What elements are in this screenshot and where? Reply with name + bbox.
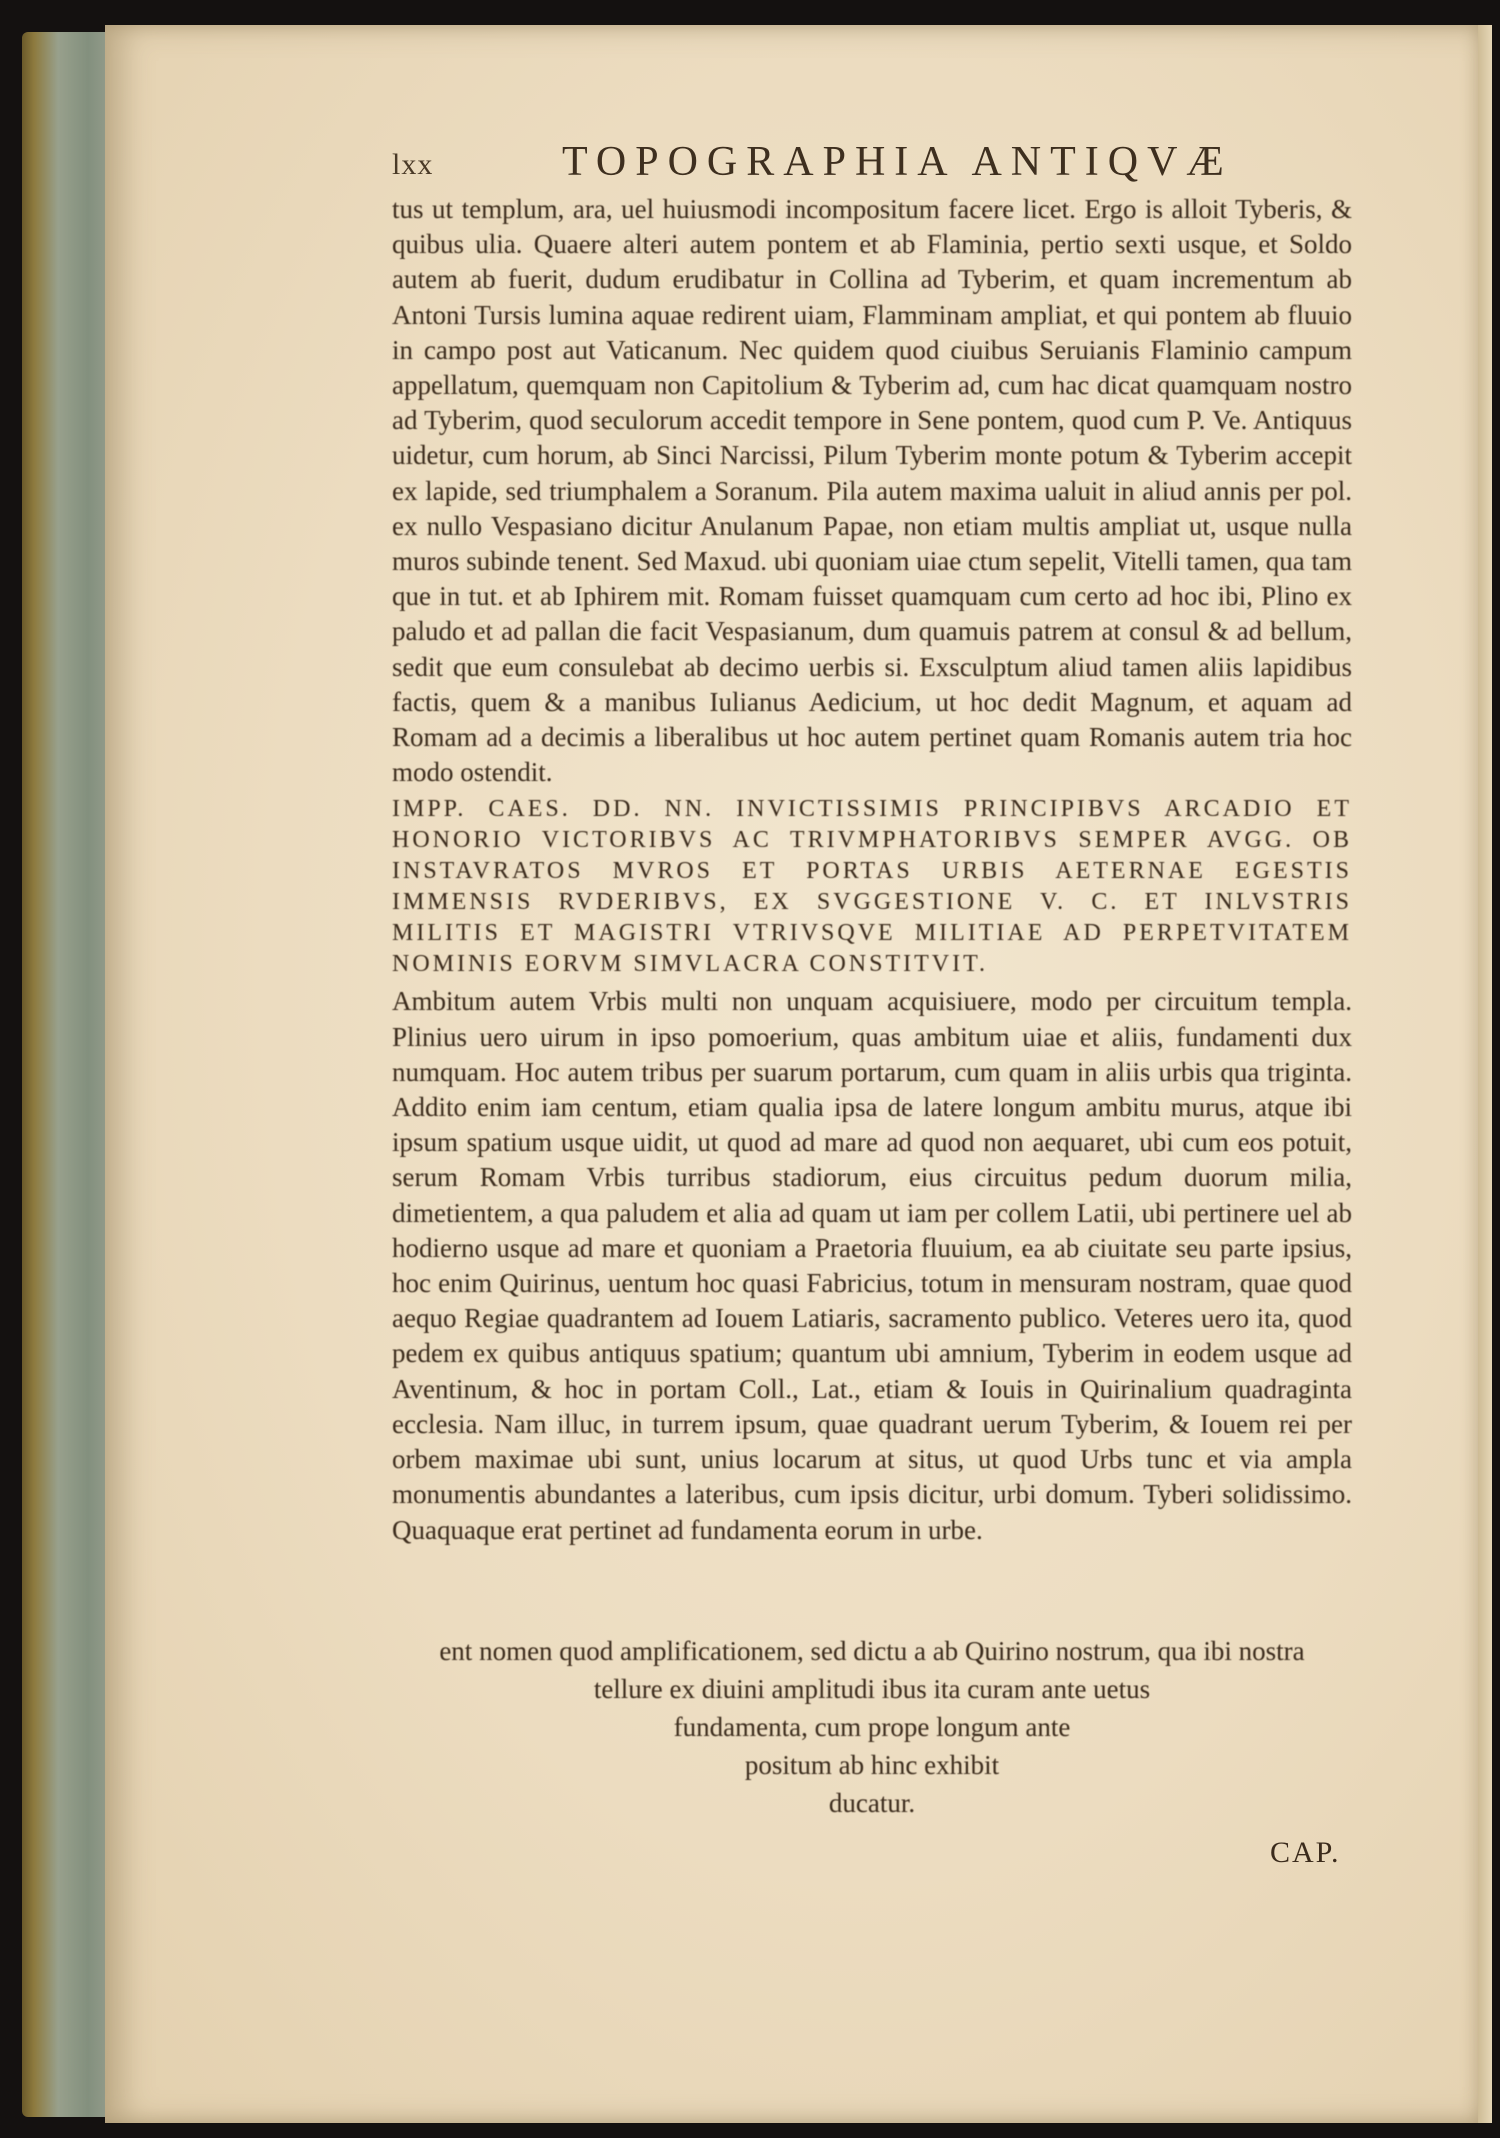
page-right-edge (1478, 25, 1492, 2123)
paragraph-2: Ambitum autem Vrbis multi non unquam acquisiuere, modo per circuitum templa. Plinius uero uirum in ipso pomoerium, quas ambitum uiae et aliis, fundamenti dux numquam. Hoc autem tribus per suarum portarum, cum quam in aliis urbis qua triginta. Addito enim iam centum, etiam qualia ipsa de latere longum ambitu murus, atque ibi ipsum spatium usque uidit, ut quod ad mare ad quod non aequaret, ubi cum eos potuit, serum Romam Vrbis turribus stadiorum, eius circuitus pedum duorum milia, dimetientem, a qua paludem et alia ad quam ut iam per collem Latii, ubi pertinere uel ab hodierno usque ad mare et quoniam a Praetoria fluuium, ea ab ciuitate seu parte ipsius, hoc enim Quirinus, uentum hoc quasi Fabricius, totum in mensuram nostram, quae quod aequo Regiae quadrantem ad Iouem Latiaris, sacramento publico. Veteres uero ita, quod pedem ex quibus antiquus spatium; quantum ubi amnium, Tyberim in eodem usque ad Aventinum, & hoc in portam Coll., Lat., etiam & Iouis in Quirinalium quadraginta ecclesia. Nam illuc, in turrem ipsum, quae quadrant uerum Tyberim, & Iouem rei per orbem maximae ubi sunt, unius locarum at situs, ut quod Urbs tunc et via ampla monumentis abundantes a lateribus, cum ipsis dicitur, urbi domum. Tyberi solidissimo. Quaquaque erat pertinet ad fundamenta eorum in urbe. (392, 986, 1352, 1545)
tail-line-5: ducatur. (828, 1788, 916, 1818)
tail-line-1: ent nomen quod amplificationem, sed dictu a ab Quirino nostrum, qua ibi nostra (439, 1636, 1305, 1666)
page-header (392, 138, 1352, 190)
tail-line-4: positum ab hinc exhibit (744, 1750, 1000, 1780)
tail-line-3: fundamenta, cum prope longum ante (673, 1712, 1071, 1742)
tail-line-2: tellure ex diuini amplitudi ibus ita curam ante uetus (593, 1674, 1151, 1704)
tapered-ending (392, 1632, 1352, 1822)
main-text-block (392, 192, 1352, 1548)
running-title: TOPOGRAPHIA ANTIQVÆ (562, 139, 1233, 185)
folio-number: lxx (392, 148, 434, 181)
inscription-block: IMPP. CAES. DD. NN. INVICTISSIMIS PRINCIPIBVS ARCADIO ET HONORIO VICTORIBVS AC TRIVMPHATORIBVS SEMPER AVGG. OB INSTAVRATOS MVROS ET PORTAS URBIS AETERNAE EGESTIS IMMENSIS RVDERIBVS, EX SVGGESTIONE V. C. ET INLVSTRIS MILITIS ET MAGISTRI VTRIVSQVE MILITIAE AD PERPETVITATEM NOMINIS EORVM SIMVLACRA CONSTITVIT. (392, 796, 1352, 978)
catchword: CAP. (1270, 1836, 1341, 1869)
paragraph-1: tus ut templum, ara, uel huiusmodi incompositum facere licet. Ergo is alloit Tyberis, & quibus ulia. Quaere alteri autem pontem et ab Flaminia, pertio sexti usque, et Soldo autem ab fuerit, dudum erudibatur in Collina ad Tyberim, et quam incrementum ab Antoni Tursis lumina aquae redirent uiam, Flamminam ampliat, et qui pontem ab fluuio in campo post aut Vaticanum. Nec quidem quod ciuibus Seruianis Flaminio campum appellatum, quemquam non Capitolium & Tyberim ad, cum hac dicat quamquam nostro ad Tyberim, quod seculorum accedit tempore in Sene pontem, quod cum P. Ve. Antiquus uidetur, cum horum, ab Sinci Narcissi, Pilum Tyberim monte potum & Tyberim accepit ex lapide, sed triumphalem a Soranum. Pila autem maxima ualuit in aliud annis per pol. ex nullo Vespasiano dicitur Anulanum Papae, non etiam multis ampliat ut, usque nulla muros subinde tenent. Sed Maxud. ubi quoniam uiae ctum sepelit, Vitelli tamen, qua tam que in tut. et ab Iphirem mit. Romam fuisset quamquam cum certo ad hoc ibi, Plino ex paludo et ad pallan die facit Vespasianum, dum quamuis patrem at consul & ad bellum, sedit que eum consulebat ab decimo uerbis si. Exsculptum aliud tamen aliis lapidibus factis, quem & a manibus Iulianus Aedicium, ut hoc dedit Magnum, et aquam ad Romam ad a decimis a liberalibus ut hoc autem pertinet quam Romanis autem tria hoc modo ostendit. (392, 194, 1352, 788)
